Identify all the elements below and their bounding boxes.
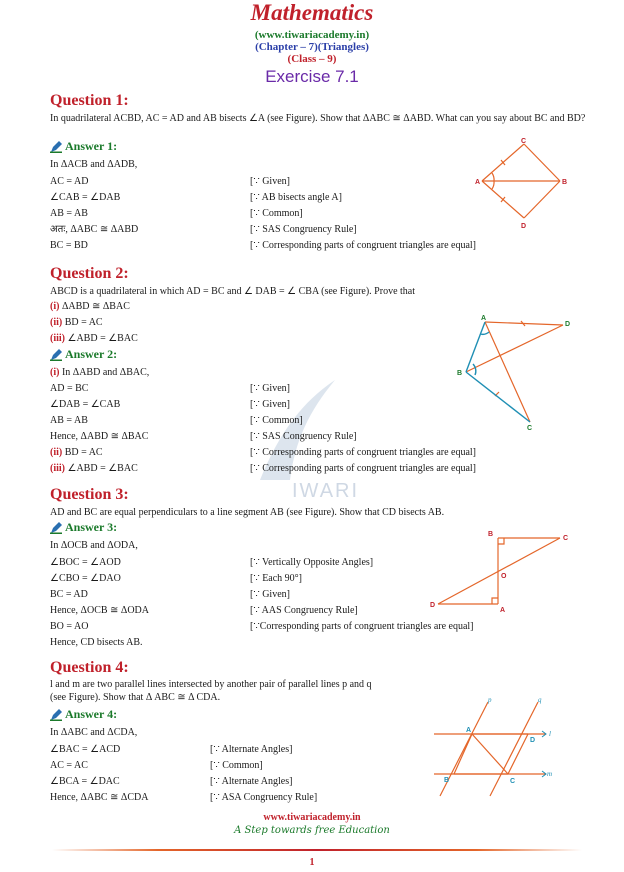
figure-4-label-m: m — [547, 770, 553, 778]
answer-3-row-left: BO = AO — [50, 621, 89, 632]
question-2-heading: Question 2: — [50, 265, 129, 282]
page-number: 1 — [309, 857, 315, 868]
answer-2-intro: (i) In ΔABD and ΔBAC, — [50, 367, 150, 378]
answer-2-row-left: ∠DAB = ∠CAB — [50, 399, 121, 410]
answer-4-row-left: ∠BAC = ∠ACD — [50, 744, 121, 755]
answer-4-row-left: ∠BCA = ∠DAC — [50, 776, 120, 787]
question-4-heading: Question 4: — [50, 659, 129, 676]
answer-1-row-left: अतः, ΔABC ≅ ΔABD — [50, 224, 139, 235]
answer-2-heading — [50, 347, 117, 362]
page-title: Mathematics — [250, 0, 374, 25]
pen-icon — [50, 141, 62, 153]
answer-2-row-reason: [∵ Corresponding parts of congruent triangles are equal] — [250, 463, 477, 474]
answer-4-intro: In ΔABC and ΔCDA, — [50, 727, 138, 738]
figure-4-label-b: B — [444, 777, 450, 784]
figure-1-quadrilateral — [472, 136, 572, 230]
figure-1-label-a: A — [475, 179, 481, 186]
question-2-text: ABCD is a quadrilateral in which AD = BC and ∠ DAB = ∠ CBA (see Figure). Prove that — [50, 286, 415, 297]
question-1-heading: Question 1: — [50, 92, 129, 109]
figure-4-parallel-lines — [428, 696, 558, 798]
figure-3-label-b: B — [488, 531, 494, 538]
answer-4-row-reason: [∵ Common] — [210, 760, 263, 771]
answer-3-row-left: BC = AD — [50, 589, 88, 600]
answer-1-label: Answer 1: — [65, 139, 118, 153]
answer-1-intro: In ΔACB and ΔADB, — [50, 159, 138, 170]
answer-3-heading — [50, 520, 117, 535]
figure-3-label-d: D — [430, 602, 436, 609]
answer-2-row-reason: [∵ Corresponding parts of congruent triangles are equal] — [250, 447, 477, 458]
figure-4-label-c: C — [510, 778, 516, 785]
question-2-part: (ii) BD = AC — [50, 317, 103, 328]
answer-1-row-reason: [∵ Corresponding parts of congruent triangles are equal] — [250, 240, 477, 251]
header-website: (www.tiwariacademy.in) — [254, 29, 370, 41]
figure-4-label-a: A — [466, 727, 472, 734]
pen-icon — [50, 522, 62, 534]
footer-website: www.tiwariacademy.in — [263, 812, 361, 823]
answer-3-intro: In ΔOCB and ΔODA, — [50, 540, 138, 551]
answer-3-row-reason: [∵ Given] — [250, 589, 290, 600]
figure-4-label-d: D — [530, 737, 536, 744]
answer-4-row-left: Hence, ΔABC ≅ ΔCDA — [50, 792, 149, 803]
answer-3-row-reason: [∵ AAS Congruency Rule] — [250, 605, 358, 616]
question-1-text: In quadrilateral ACBD, AC = AD and AB bisects ∠A (see Figure). Show that ΔABC ≅ ΔABD. What can you say about BC and BD? — [50, 113, 586, 124]
answer-2-row-reason: [∵ Given] — [250, 383, 290, 394]
exercise-title: Exercise 7.1 — [265, 67, 359, 86]
answer-1-row-left: ∠CAB = ∠DAB — [50, 192, 121, 203]
figure-4-label-q: q — [538, 696, 542, 704]
answer-3-row-reason: [∵ Each 90°] — [250, 573, 303, 584]
answer-3-row-left: ∠CBO = ∠DAO — [50, 573, 121, 584]
answer-1-row-reason: [∵ SAS Congruency Rule] — [250, 224, 357, 235]
question-2-part: (i) ΔABD ≅ ΔBAC — [50, 301, 130, 312]
answer-2-row-reason: [∵ SAS Congruency Rule] — [250, 431, 357, 442]
answer-1-heading — [50, 139, 117, 154]
answer-2-row-left: (ii) BD = AC — [50, 447, 103, 458]
figure-2-label-d: D — [565, 321, 571, 328]
answer-4-row-reason: [∵ Alternate Angles] — [210, 744, 293, 755]
answer-4-row-reason: [∵ Alternate Angles] — [210, 776, 293, 787]
answer-1-row-left: AB = AB — [50, 208, 88, 219]
answer-1-row-left: AC = AD — [50, 176, 89, 187]
pen-icon — [50, 709, 62, 721]
answer-1-row-reason: [∵ Common] — [250, 208, 303, 219]
header-class: (Class – 9) — [287, 53, 337, 65]
answer-4-row-reason: [∵ ASA Congruency Rule] — [210, 792, 318, 803]
answer-3-row-left: Hence, ΔOCB ≅ ΔODA — [50, 605, 150, 616]
pen-icon — [50, 349, 62, 361]
answer-3-row-left: ∠BOC = ∠AOD — [50, 557, 121, 568]
figure-1-label-b: B — [562, 179, 568, 186]
answer-2-row-left: Hence, ΔABD ≅ ΔBAC — [50, 431, 149, 442]
answer-2-row-left: (iii) ∠ABD = ∠BAC — [50, 463, 138, 474]
answer-4-row-left: AC = AC — [50, 760, 88, 771]
figure-1-label-d: D — [521, 223, 527, 230]
answer-4-heading — [50, 707, 117, 722]
answer-4-label: Answer 4: — [65, 707, 118, 721]
footer-divider — [52, 849, 582, 851]
footer-tagline: A Step towards free Education — [234, 825, 390, 836]
figure-2-label-b: B — [457, 370, 463, 377]
watermark-text: IWARI — [292, 480, 360, 502]
question-2-part: (iii) ∠ABD = ∠BAC — [50, 333, 138, 344]
answer-2-row-left: AD = BC — [50, 383, 89, 394]
answer-2-row-reason: [∵ Common] — [250, 415, 303, 426]
figure-4-label-l: l — [549, 730, 551, 738]
answer-2-row-left: AB = AB — [50, 415, 88, 426]
figure-1-label-c: C — [521, 138, 527, 145]
question-3-text: AD and BC are equal perpendiculars to a line segment AB (see Figure). Show that CD bisects AB. — [50, 507, 445, 518]
answer-1-row-reason: [∵ Given] — [250, 176, 290, 187]
figure-4-label-p: p — [488, 696, 492, 704]
figure-3-label-a: A — [500, 607, 506, 614]
header-chapter: (Chapter – 7)(Triangles) — [255, 41, 369, 53]
figure-3-label-c: C — [563, 535, 569, 542]
answer-3-row-reason: [∵Corresponding parts of congruent triangles are equal] — [250, 621, 474, 632]
answer-1-row-reason: [∵ AB bisects angle A] — [250, 192, 342, 203]
answer-2-label: Answer 2: — [65, 347, 118, 361]
answer-3-row-reason: [∵ Vertically Opposite Angles] — [250, 557, 374, 568]
figure-2-quadrilateral — [455, 312, 575, 430]
question-4-text-line: (see Figure). Show that Δ ABC ≅ Δ CDA. — [50, 692, 221, 703]
answer-3-label: Answer 3: — [65, 520, 118, 534]
figure-2-label-c: C — [527, 425, 533, 430]
answer-3-conclusion: Hence, CD bisects AB. — [50, 637, 143, 648]
figure-2-label-a: A — [481, 315, 487, 322]
figure-3-label-o: O — [501, 573, 507, 580]
question-4-text-line: l and m are two parallel lines intersected by another pair of parallel lines p and q — [50, 679, 372, 690]
answer-2-row-reason: [∵ Given] — [250, 399, 290, 410]
answer-1-row-left: BC = BD — [50, 240, 88, 251]
figure-3-perpendiculars — [428, 524, 578, 616]
question-3-heading: Question 3: — [50, 486, 129, 503]
